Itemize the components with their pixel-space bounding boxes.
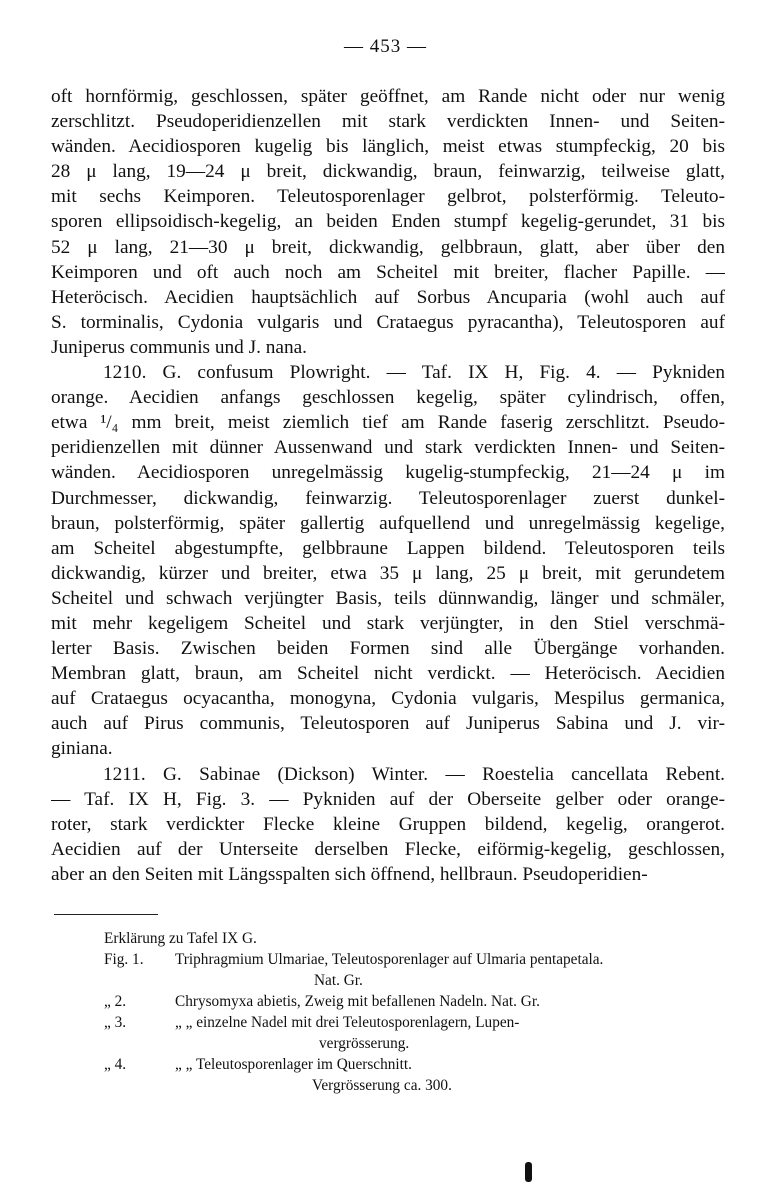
ink-blot [525,1162,532,1182]
text-line: 1210. G. confusum Plowright. — Taf. IX H, Fig. 4. — Pykniden [103,362,725,384]
text-line: dickwandig, kürzer und breiter, etwa 35 μ lang, 25 μ breit, mit gerundetem [51,562,725,584]
text-line: am Scheitel abgestumpfte, gelbbraune Lappen bildend. Teleutosporen teils [51,537,725,559]
text-line: aber an den Seiten mit Längsspalten sich öffnend, hellbraun. Pseudoperidien- [51,863,648,885]
plate-explanation-heading: Erklärung zu Tafel IX G. [104,930,257,947]
figure-description: Nat. Gr. [314,972,363,989]
figure-description: vergrösserung. [319,1035,410,1052]
text-line: etwa ¹/₄ mm breit, meist ziemlich tief am Rande faserig zerschlitzt. Pseudo- [51,412,725,434]
plate-explanation-line [104,1075,744,1096]
text-line: peridienzellen mit dünner Aussenwand und stark verdickten Innen- und Seiten- [51,437,725,459]
figure-number: Fig. 1. [104,951,144,968]
text-line: Durchmesser, dickwandig, feinwarzig. Teleutosporenlager zuerst dunkel- [51,487,725,509]
text-line: Heteröcisch. Aecidien hauptsächlich auf Sorbus Ancuparia (wohl auch auf [51,286,725,308]
text-line: roter, stark verdickter Flecke kleine Gruppen bildend, kegelig, orangerot. [51,813,725,835]
text-line: mit sechs Keimporen. Teleutosporenlager gelbrot, polsterförmig. Teleuto- [51,186,725,208]
text-line: auf Crataegus ocyacantha, monogyna, Cydonia vulgaris, Mespilus germanica, [51,688,725,710]
figure-description: Vergrösserung ca. 300. [312,1077,452,1094]
text-line: auch auf Pirus communis, Teleutosporen auf Juniperus Sabina und J. vir- [51,713,725,735]
text-line: wänden. Aecidiosporen kugelig bis länglich, meist etwas stumpfeckig, 20 bis [51,136,725,158]
figure-description: Chrysomyxa abietis, Zweig mit befallenen Nadeln. Nat. Gr. [175,993,540,1010]
plate-explanation-line [104,1012,744,1033]
figure-description: „ „ Teleutosporenlager im Querschnitt. [175,1056,412,1073]
text-line: Membran glatt, braun, am Scheitel nicht verdickt. — Heteröcisch. Aecidien [51,663,725,685]
text-line: sporen ellipsoidisch-kegelig, an beiden Enden stumpf kegelig-gerundet, 31 bis [51,211,725,233]
text-line: Scheitel und schwach verjüngter Basis, teils dünnwandig, länger und schmäler, [51,587,725,609]
text-line: Aecidien auf der Unterseite derselben Flecke, eiförmig-kegelig, geschlossen, [51,838,725,860]
plate-explanation-line [104,970,744,991]
figure-number: „ 3. [104,1014,127,1031]
text-line: 1211. G. Sabinae (Dickson) Winter. — Roestelia cancellata Rebent. [103,763,725,785]
plate-explanation-line [104,949,744,970]
text-line: giniana. [51,738,113,760]
plate-explanation-lines [104,949,744,1096]
text-line: S. torminalis, Cydonia vulgaris und Crataegus pyracantha), Teleutosporen auf [51,311,725,333]
text-line: — Taf. IX H, Fig. 3. — Pykniden auf der Oberseite gelber oder orange- [51,788,725,810]
text-line: mit mehr kegeligem Scheitel und stark verjüngter, in den Stiel verschmä- [51,612,725,634]
text-line: lerter Basis. Zwischen beiden Formen sind alle Übergänge vorhanden. [51,638,725,660]
figure-number: „ 2. [104,993,127,1010]
plate-explanation-line [104,991,744,1012]
plate-explanation-line [104,1054,744,1075]
text-line: 28 μ lang, 19—24 μ breit, dickwandig, braun, feinwarzig, teilweise glatt, [51,161,725,183]
text-line: 52 μ lang, 21—30 μ breit, dickwandig, gelbbraun, glatt, aber über den [51,236,725,258]
text-line: Keimporen und oft auch noch am Scheitel mit breiter, flacher Papille. — [51,261,725,283]
plate-explanation-line [104,1033,744,1054]
figure-description: Triphragmium Ulmariae, Teleutosporenlager auf Ulmaria pentapetala. [175,951,604,968]
page-number: — 453 — [344,36,427,57]
text-line: braun, polsterförmig, später gallertig aufquellend und unregelmässig kegelige, [51,512,725,534]
figure-description: „ „ einzelne Nadel mit drei Teleutosporenlagern, Lupen- [175,1014,520,1031]
plate-explanation [104,928,744,1096]
figure-number: „ 4. [104,1056,127,1073]
footnote-rule [54,914,158,915]
text-line: Juniperus communis und J. nana. [51,336,307,358]
body-text [51,84,725,887]
text-line: zerschlitzt. Pseudoperidienzellen mit stark verdickten Innen- und Seiten- [51,111,725,133]
text-line: oft hornförmig, geschlossen, später geöffnet, am Rande nicht oder nur wenig [51,86,725,107]
text-line: orange. Aecidien anfangs geschlossen kegelig, später cylindrisch, offen, [51,387,725,409]
text-line: wänden. Aecidiosporen unregelmässig kugelig-stumpfeckig, 21—24 μ im [51,462,725,484]
